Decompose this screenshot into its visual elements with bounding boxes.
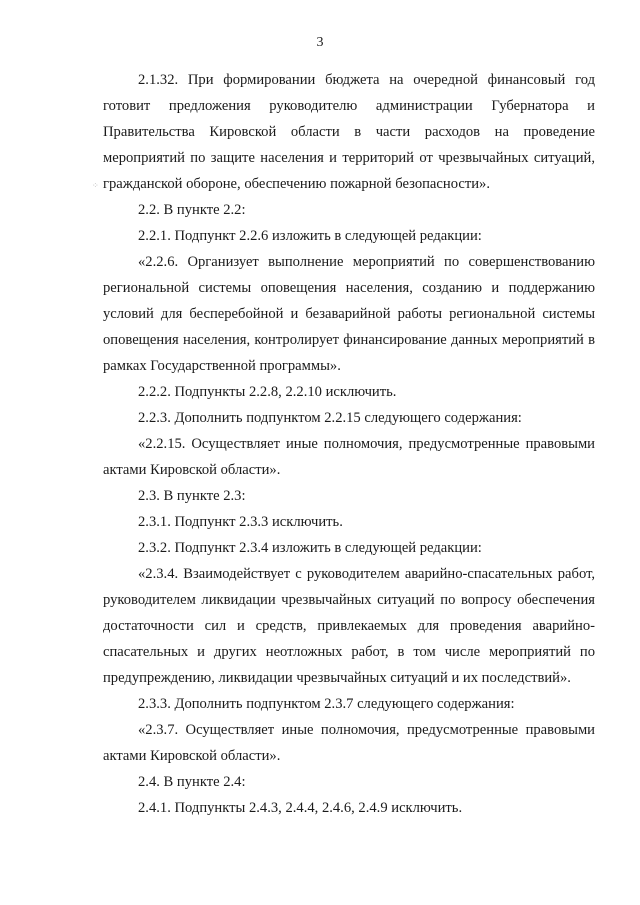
paragraph-2-4-1: 2.4.1. Подпункты 2.4.3, 2.4.4, 2.4.6, 2.4.9 исключить. [138, 800, 463, 816]
paragraph-2-3-4-quote: «2.3.4. Взаимодействует с руководителем аварийно-спасательных работ, руководителем ликвидации чрезвычайных ситуаций по вопросу обеспечения достаточности сил и средств, привлекаемых для проведения аварийно-спасательных и других неотложных работ, в том числе мероприятий по предупреждению, ликвидации чрезвычайных ситуаций и их последствий». [103, 566, 595, 686]
scan-speck: ⁘ [92, 181, 99, 190]
paragraph-2-2-6-quote: «2.2.6. Организует выполнение мероприятий по совершенствованию региональной системы оповещения населения, созданию и поддержанию условий для бесперебойной и безаварийной работы региональной системы оповещения населения, контролирует финансирование данных мероприятий в рамках Государственной программы». [103, 254, 595, 374]
paragraph-2-3-2: 2.3.2. Подпункт 2.3.4 изложить в следующей редакции: [138, 540, 482, 556]
paragraph-2-2: 2.2. В пункте 2.2: [138, 202, 246, 218]
paragraph-2-2-3: 2.2.3. Дополнить подпунктом 2.2.15 следующего содержания: [138, 410, 522, 426]
paragraph-2-2-1: 2.2.1. Подпункт 2.2.6 изложить в следующей редакции: [138, 228, 482, 244]
paragraph-2-2-2: 2.2.2. Подпункты 2.2.8, 2.2.10 исключить. [138, 384, 397, 400]
paragraph-2-4: 2.4. В пункте 2.4: [138, 774, 246, 790]
document-body [103, 67, 595, 821]
paragraph-2-3-3: 2.3.3. Дополнить подпунктом 2.3.7 следующего содержания: [138, 696, 515, 712]
page-number: 3 [316, 35, 324, 50]
paragraph-2-3: 2.3. В пункте 2.3: [138, 488, 246, 504]
paragraph-2-1-32: 2.1.32. При формировании бюджета на очередной финансовый год готовит предложения руководителю администрации Губернатора и Правительства Кировской области в части расходов на проведение мероприятий по защите населения и территорий от чрезвычайных ситуаций, гражданской обороне, обеспечению пожарной безопасности». [103, 72, 595, 192]
paragraph-2-3-1: 2.3.1. Подпункт 2.3.3 исключить. [138, 514, 343, 530]
paragraph-2-2-15-quote: «2.2.15. Осуществляет иные полномочия, предусмотренные правовыми актами Кировской области». [103, 436, 595, 478]
paragraph-2-3-7-quote: «2.3.7. Осуществляет иные полномочия, предусмотренные правовыми актами Кировской области». [103, 722, 595, 764]
